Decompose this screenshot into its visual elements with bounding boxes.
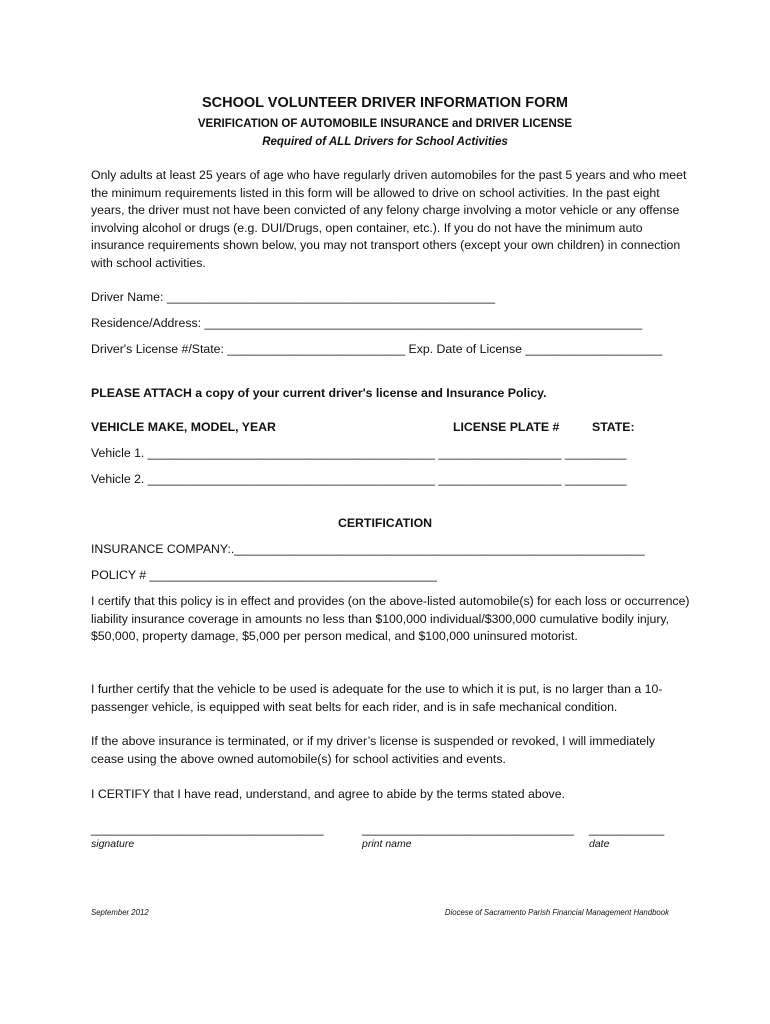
license-state-field[interactable]: Driver's License #/State: __________________________ Exp. Date of License ____________________	[91, 342, 663, 356]
vehicle-2-row[interactable]: Vehicle 2. __________________________________________ __________________ _________	[91, 472, 627, 486]
signature-label: signature	[91, 838, 135, 850]
vehicle-make-header: VEHICLE MAKE, MODEL, YEAR	[91, 420, 276, 434]
date-label: date	[589, 838, 610, 850]
footer-date: September 2012	[91, 908, 149, 917]
footer-handbook: Diocese of Sacramento Parish Financial Management Handbook	[444, 908, 669, 917]
certification-paragraph-4: I CERTIFY that I have read, understand, and agree to abide by the terms stated above.	[91, 787, 565, 801]
vehicle-1-row[interactable]: Vehicle 1. __________________________________________ __________________ _________	[91, 446, 627, 460]
print-name-line[interactable]: _______________________________	[362, 822, 575, 836]
form-subtitle: VERIFICATION OF AUTOMOBILE INSURANCE and DRIVER LICENSE	[197, 118, 573, 130]
date-line[interactable]: ___________	[589, 822, 665, 836]
policy-number-field[interactable]: POLICY # __________________________________________	[91, 568, 437, 582]
attach-notice: PLEASE ATTACH a copy of your current driver's license and Insurance Policy.	[91, 386, 547, 400]
form-title: SCHOOL VOLUNTEER DRIVER INFORMATION FORM	[202, 95, 568, 111]
requirement-note: Required of ALL Drivers for School Activities	[262, 136, 508, 148]
signature-line[interactable]: __________________________________	[91, 822, 324, 836]
certification-heading: CERTIFICATION	[337, 516, 433, 530]
print-name-label: print name	[362, 838, 412, 850]
driver-name-field[interactable]: Driver Name: ________________________________________________	[91, 290, 496, 304]
insurance-company-field[interactable]: INSURANCE COMPANY:.____________________________________________________________	[91, 542, 645, 556]
license-plate-header: LICENSE PLATE #	[453, 420, 560, 434]
certification-paragraph-1: I certify that this policy is in effect and provides (on the above-listed automobile(s) for each loss or occurrence) liability insurance coverage in amounts no less than $100,000 individual/$300,000 cumulative bodily injury, $50,000, property damage, $5,000 per person medical, and $100,000 uninsured motorist.	[91, 594, 690, 643]
certification-paragraph-3: If the above insurance is terminated, or if my driver’s license is suspended or revoked, I will immediately cease using the above owned automobile(s) for school activities and events.	[91, 734, 656, 766]
intro-paragraph: Only adults at least 25 years of age who have regularly driven automobiles for the past 5 years and who meet the minimum requirements listed in this form will be allowed to drive on school activities. In the past eight years, the driver must not have been convicted of any felony charge involving a motor vehicle or any offense involving alcohol or drugs (e.g. DUI/Drugs, open container, etc.). If you do not have the minimum auto insurance requirements shown below, you may not transport others (except your own children) in connection with school activities.	[91, 168, 687, 270]
residence-address-field[interactable]: Residence/Address: ________________________________________________________________	[91, 316, 643, 330]
certification-paragraph-2: I further certify that the vehicle to be used is adequate for the use to which it is put, is no larger than a 10-passenger vehicle, is equipped with seat belts for each rider, and is in safe mechanical condition.	[91, 682, 663, 714]
state-header: STATE:	[592, 420, 635, 434]
